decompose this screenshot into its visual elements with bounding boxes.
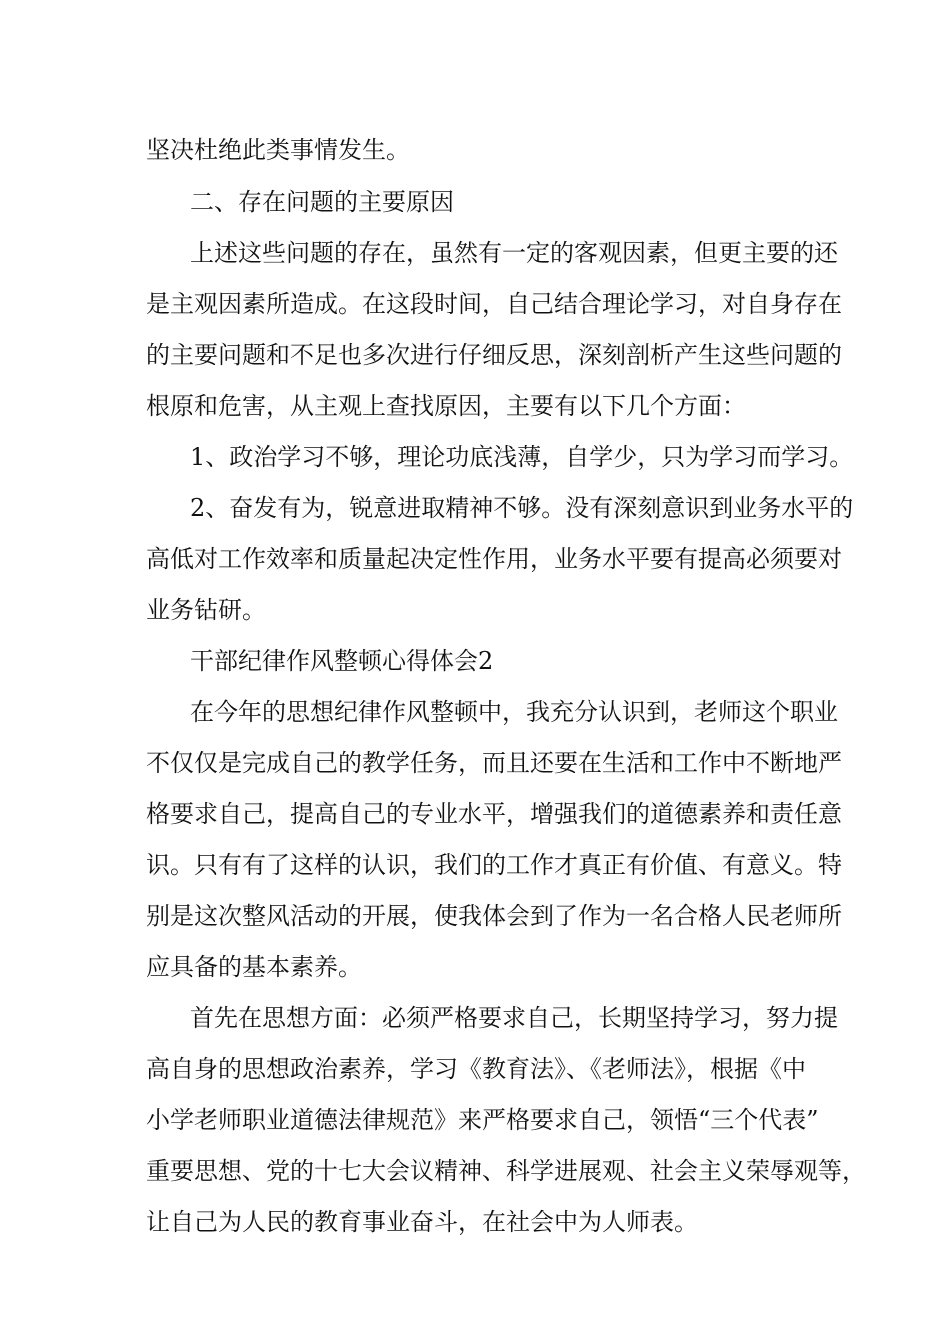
section-heading: 二、存在问题的主要原因	[190, 188, 454, 216]
text-line: 应具备的基本素养。	[146, 953, 362, 981]
text-line: 让自己为人民的教育事业奋斗，在社会中为人师表。	[146, 1208, 698, 1236]
text-line: 格要求自己，提高自己的专业水平，增强我们的道德素养和责任意	[146, 800, 842, 828]
list-item: 1、政治学习不够，理论功底浅薄，自学少，只为学习而学习。	[190, 443, 854, 471]
text-line: 小学老师职业道德法律规范》来严格要求自己，领悟“三个代表”	[146, 1106, 819, 1134]
text-line: 在今年的思想纪律作风整顿中，我充分认识到，老师这个职业	[190, 698, 838, 726]
text-line: 识。只有有了这样的认识，我们的工作才真正有价值、有意义。特	[146, 851, 842, 879]
text-line: 别是这次整风活动的开展，使我体会到了作为一名合格人民老师所	[146, 902, 842, 930]
list-item: 2、奋发有为，锐意进取精神不够。没有深刻意识到业务水平的	[190, 494, 854, 522]
text-line: 高低对工作效率和质量起决定性作用，业务水平要有提高必须要对	[146, 545, 842, 573]
text-line: 业务钻研。	[146, 596, 266, 624]
text-line: 首先在思想方面：必须严格要求自己，长期坚持学习，努力提	[190, 1004, 838, 1032]
text-line: 的主要问题和不足也多次进行仔细反思，深刻剖析产生这些问题的	[146, 341, 842, 369]
text-line: 重要思想、党的十七大会议精神、科学进展观、社会主义荣辱观等，	[146, 1157, 866, 1185]
text-line: 上述这些问题的存在，虽然有一定的客观因素，但更主要的还	[190, 239, 838, 267]
text-line: 根原和危害，从主观上查找原因，主要有以下几个方面：	[146, 392, 746, 420]
text-line: 高自身的思想政治素养，学习《教育法》、《老师法》，根据《中	[146, 1055, 806, 1083]
text-line: 坚决杜绝此类事情发生。	[146, 136, 410, 164]
section-heading: 干部纪律作风整顿心得体会2	[190, 647, 494, 675]
text-line: 不仅仅是完成自己的教学任务，而且还要在生活和工作中不断地严	[146, 749, 842, 777]
text-line: 是主观因素所造成。在这段时间，自己结合理论学习，对自身存在	[146, 290, 842, 318]
